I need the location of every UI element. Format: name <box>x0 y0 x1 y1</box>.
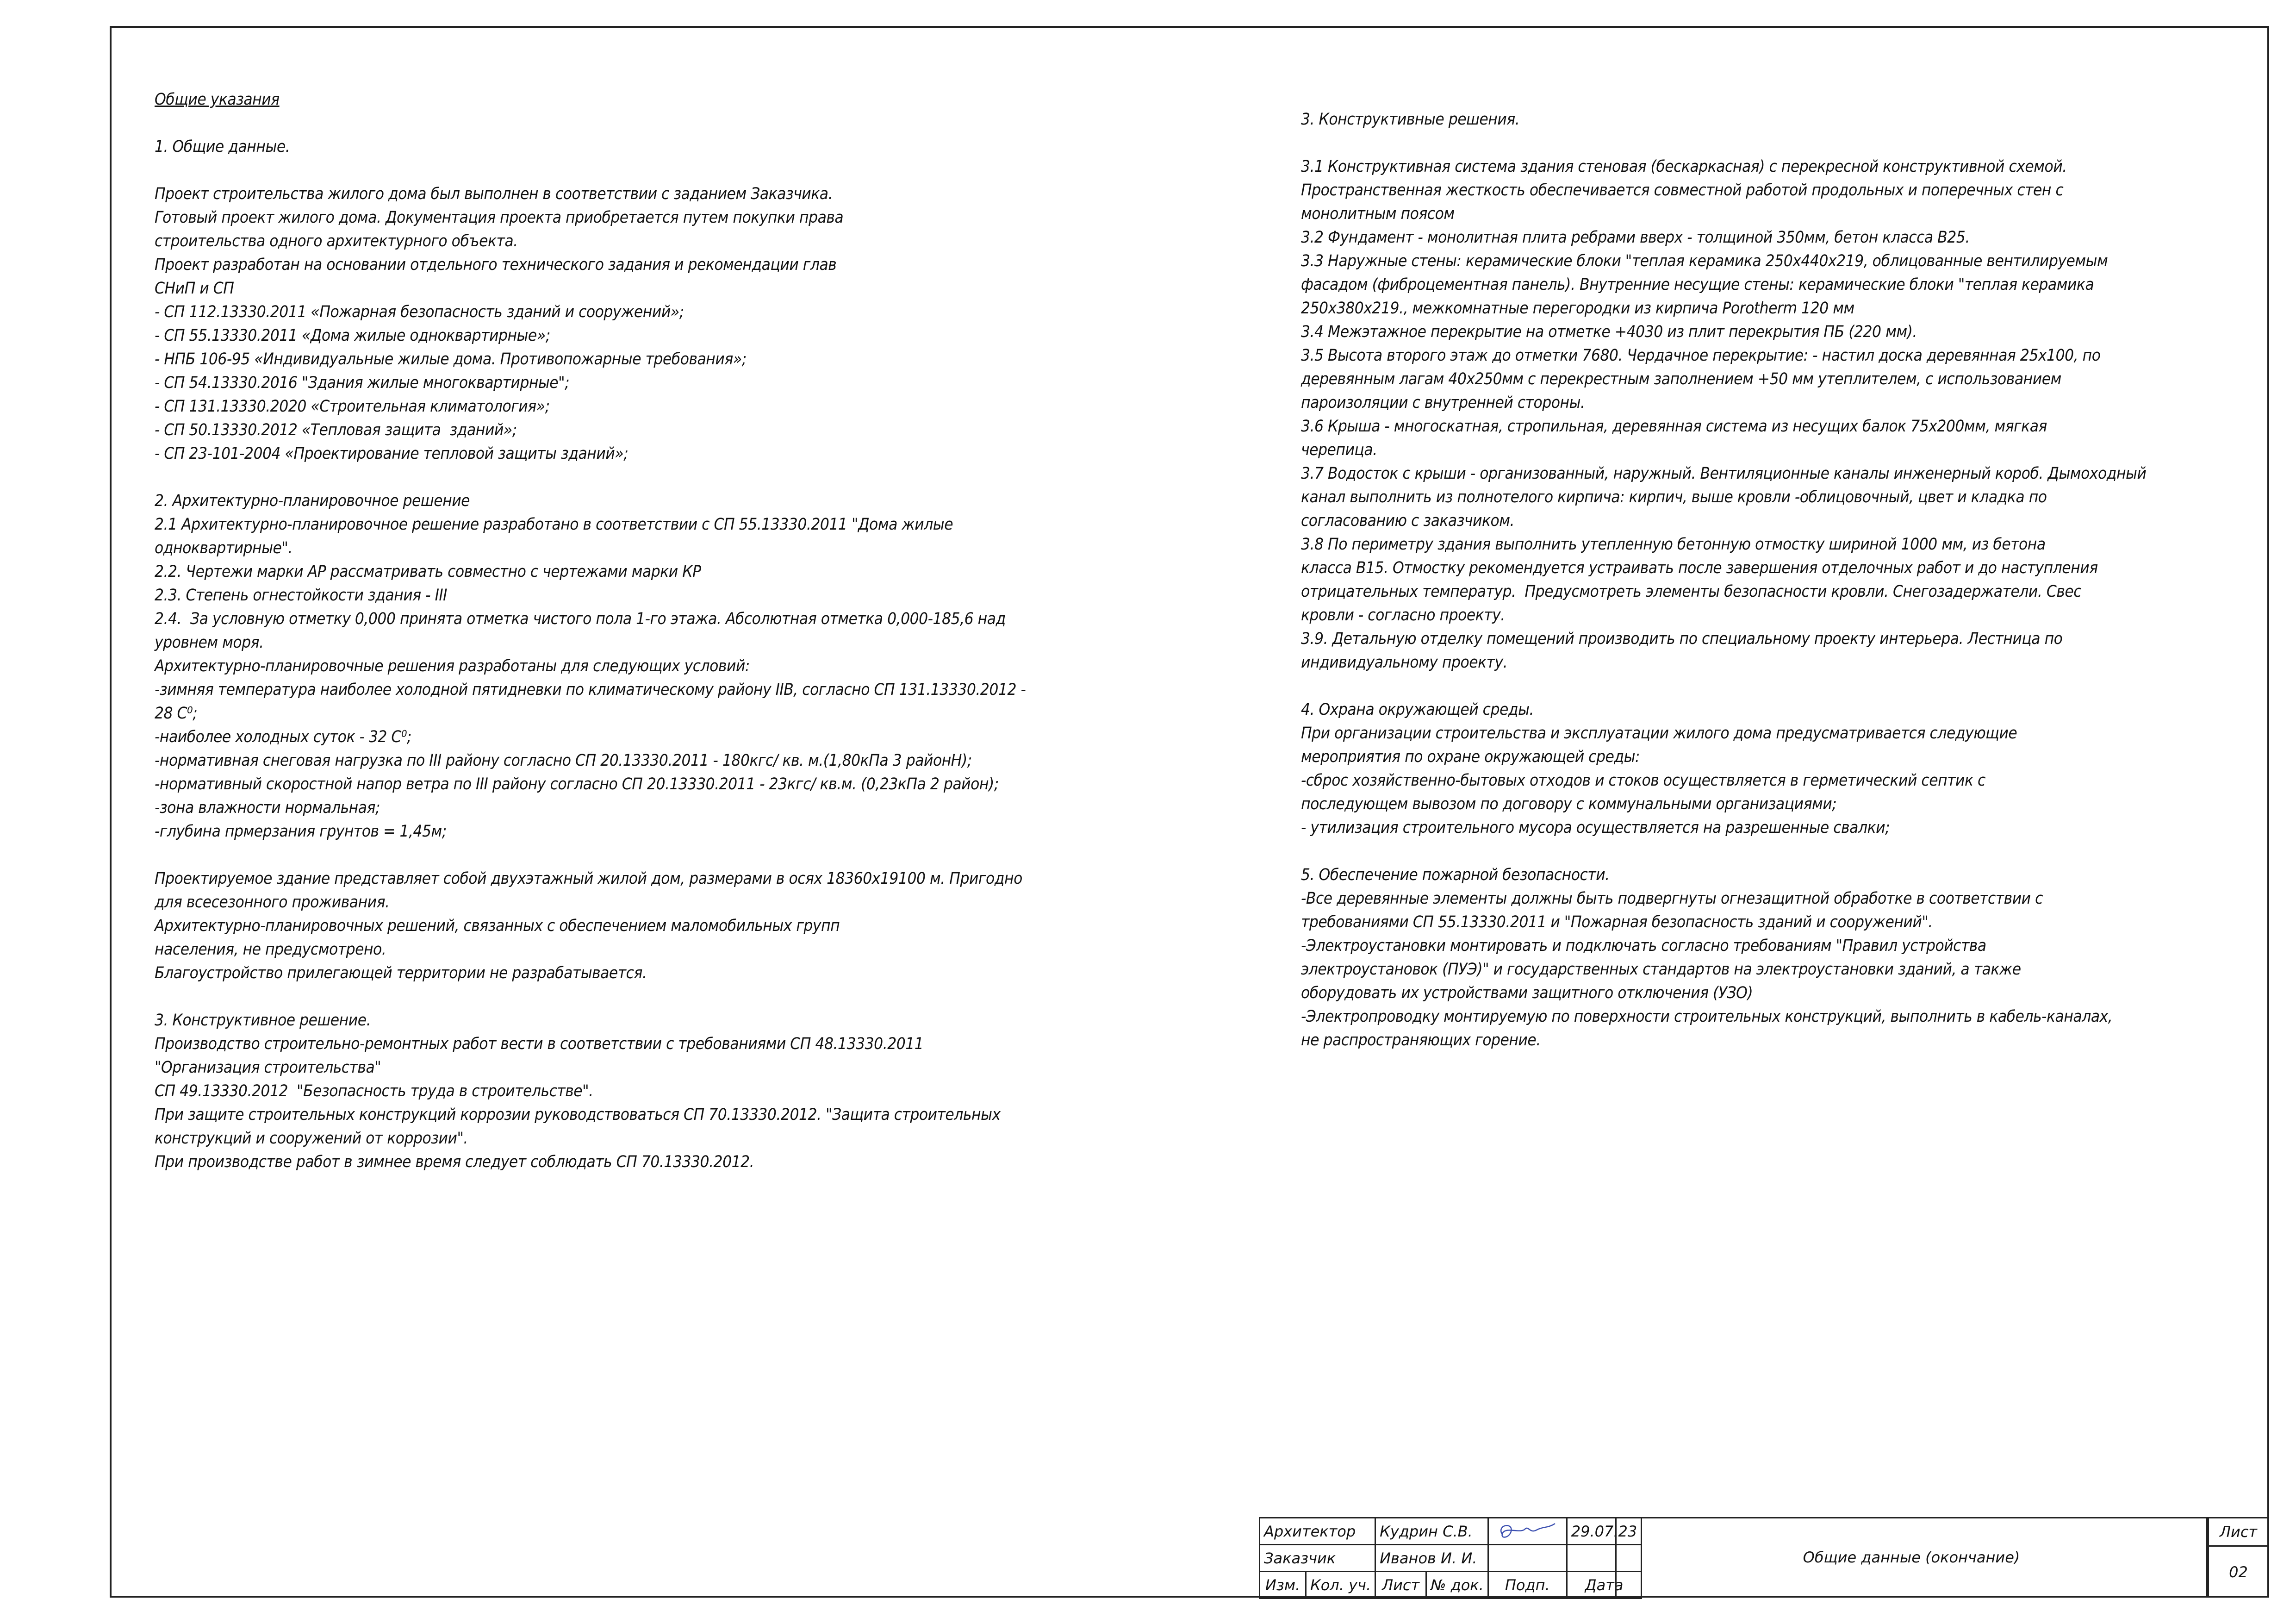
right-text-line: отрицательных температур. Предусмотреть элементы безопасности кровли. Снегозадержатели. Свес <box>1301 582 2082 601</box>
left-text-line: Готовый проект жилого дома. Документация проекта приобретается путем покупки права <box>155 208 844 227</box>
right-text-line: -Все деревянные элементы должны быть подвергнуты огнезащитной обработке в соответствии с <box>1301 889 2043 908</box>
left-text-line: строительства одного архитектурного объекта. <box>155 232 518 250</box>
left-text-line: - СП 131.13330.2020 «Строительная климатология»; <box>155 397 550 416</box>
right-text-line: 3.1 Конструктивная система здания стеновая (бескаркасная) с перекресной конструктивной схемой. <box>1301 157 2067 176</box>
right-text-line: Пространственная жесткость обеспечивается совместной работой продольных и поперечных стен с <box>1301 181 2064 200</box>
left-text-line: одноквартирные". <box>155 539 292 557</box>
right-text-line: последующем вывозом по договору с коммунальными организациями; <box>1301 795 1837 813</box>
right-text-line: канал выполнить из полнотелого кирпича: кирпич, выше кровли -облицовочный, цвет и кладка по <box>1301 488 2047 506</box>
title-block-row-customer <box>1260 1545 1642 1572</box>
right-text-line: класса В15. Отмостку рекомендуется устраивать после завершения отделочных работ и до наступления <box>1301 559 2098 577</box>
left-text-line: Проект разработан на основании отдельного технического задания и рекомендации глав <box>155 256 837 274</box>
right-text-line: -Электроустановки монтировать и подключать согласно требованиям "Правил устройства <box>1301 937 1986 955</box>
right-text-column <box>1301 108 2231 1052</box>
left-text-line: Производство строительно-ремонтных работ вести в соответствии с требованиями СП 48.13330.2011 <box>155 1035 924 1053</box>
left-text-line: 2. Архитектурно-планировочное решение <box>155 492 470 510</box>
signature-icon <box>1493 1520 1562 1543</box>
right-text-line: 3.8 По периметру здания выполнить утепленную бетонную отмостку шириной 1000 мм, из бетона <box>1301 535 2046 554</box>
right-text-line: -Электропроводку монтируемую по поверхности строительных конструкций, выполнить в кабель-каналах, <box>1301 1007 2113 1026</box>
left-text-line: Общие указания <box>155 90 280 109</box>
role-architect: Архитектор <box>1260 1518 1375 1545</box>
left-text-line <box>155 159 1150 182</box>
left-text-line: -наиболее холодных суток - 32 С⁰; <box>155 728 412 746</box>
left-text-line: "Организация строительства" <box>155 1058 381 1077</box>
left-text-line: Проект строительства жилого дома был выполнен в соответствии с заданием Заказчика. <box>155 185 833 203</box>
left-text-line: СНиП и СП <box>155 279 234 298</box>
left-text-line: - СП 112.13330.2011 «Пожарная безопасность зданий и сооружений»; <box>155 303 684 321</box>
left-text-line: - СП 54.13330.2016 "Здания жилые многоквартирные"; <box>155 374 570 392</box>
right-text-line: 3.9. Детальную отделку помещений производить по специальному проекту интерьера. Лестница по <box>1301 630 2063 648</box>
left-text-line: 1. Общие данные. <box>155 137 290 156</box>
name-architect: Кудрин С.В. <box>1375 1518 1488 1545</box>
left-text-line: При производстве работ в зимнее время следует соблюдать СП 70.13330.2012. <box>155 1153 754 1171</box>
left-text-line: При защите строительных конструкций коррозии руководствоваться СП 70.13330.2012. "Защита строительных <box>155 1106 1001 1124</box>
left-text-line: - СП 23-101-2004 «Проектирование тепловой защиты зданий»; <box>155 444 628 463</box>
left-text-line <box>155 985 1150 1009</box>
sheet-label: Лист <box>2209 1518 2268 1547</box>
sheet-number-box <box>2208 1517 2269 1598</box>
right-text-line: монолитным поясом <box>1301 205 1455 223</box>
right-text-line: 4. Охрана окружающей среды. <box>1301 700 1534 719</box>
right-text-line: согласованию с заказчиком. <box>1301 512 1515 530</box>
role-customer: Заказчик <box>1260 1545 1375 1572</box>
left-text-line: Благоустройство прилегающей территории не разрабатывается. <box>155 964 647 982</box>
right-text-line <box>1301 840 2231 863</box>
right-text-line <box>1301 675 2231 698</box>
left-text-column <box>155 88 1150 1174</box>
right-text-line: 3.2 Фундамент - монолитная плита ребрами вверх - толщиной 350мм, бетон класса В25. <box>1301 228 1970 247</box>
right-text-line: 3.5 Высота второго этаж до отметки 7680. Чердачное перекрытие: - настил доска деревянная 25х100, по <box>1301 346 2101 365</box>
right-text-line: 5. Обеспечение пожарной безопасности. <box>1301 866 1610 884</box>
col-data: Дата <box>1567 1572 1642 1599</box>
left-text-line: Проектируемое здание представляет собой двухэтажный жилой дом, размерами в осях 18360х19100 м. Пригодно <box>155 869 1022 888</box>
right-text-line: не распространяющих горение. <box>1301 1031 1541 1049</box>
right-text-line: 3.3 Наружные стены: керамические блоки "теплая керамика 250х440х219, облицованные вентилируемым <box>1301 252 2108 270</box>
left-text-line: 3. Конструктивное решение. <box>155 1011 371 1030</box>
right-text-line: - утилизация строительного мусора осуществляется на разрешенные свалки; <box>1301 818 1890 837</box>
right-text-line: деревянным лагам 40х250мм с перекрестным заполнением +50 мм утеплителем, с использованием <box>1301 370 2061 388</box>
right-text-line: 250х380х219., межкомнатные перегородки из кирпича Porotherm 120 мм <box>1301 299 1854 318</box>
left-text-line: - СП 55.13330.2011 «Дома жилые одноквартирные»; <box>155 326 550 345</box>
left-text-line: 2.1 Архитектурно-планировочное решение разработано в соответствии с СП 55.13330.2011 "Дома жилые <box>155 515 953 534</box>
left-text-line: для всесезонного проживания. <box>155 893 390 912</box>
left-text-line: - НПБ 106-95 «Индивидуальные жилые дома. Противопожарные требования»; <box>155 350 747 369</box>
title-block-row-architect <box>1260 1518 1642 1545</box>
col-izm: Изм. <box>1260 1572 1306 1599</box>
right-text-line: оборудовать их устройствами защитного отключения (УЗО) <box>1301 984 1753 1002</box>
left-text-line: Архитектурно-планировочных решений, связанных с обеспечением маломобильных групп <box>155 917 840 935</box>
right-text-line: 3. Конструктивные решения. <box>1301 110 1520 129</box>
col-list: Лист <box>1375 1572 1426 1599</box>
col-kol: Кол. уч. <box>1306 1572 1375 1599</box>
signature-architect <box>1488 1518 1567 1545</box>
left-text-line <box>155 466 1150 489</box>
left-text-line: -глубина прмерзания грунтов = 1,45м; <box>155 822 447 841</box>
left-text-line: 2.4. За условную отметку 0,000 принята отметка чистого пола 1-го этажа. Абсолютная отметка 0,000-185,6 над <box>155 610 1006 628</box>
sheet-title <box>1615 1517 2208 1598</box>
left-text-line: - СП 50.13330.2012 «Тепловая защита зданий»; <box>155 421 517 439</box>
right-text-line: При организации строительства и эксплуатации жилого дома предусматривается следующие <box>1301 724 2017 743</box>
col-podp: Подп. <box>1488 1572 1567 1599</box>
right-text-line: фасадом (фиброцементная панель). Внутренние несущие стены: керамические блоки "теплая керамика <box>1301 275 2094 294</box>
left-text-line <box>155 112 1150 135</box>
right-text-line: требованиями СП 55.13330.2011 и "Пожарная безопасность зданий и сооружений". <box>1301 913 1933 931</box>
left-text-line: 2.3. Степень огнестойкости здания - III <box>155 586 447 605</box>
name-customer: Иванов И. И. <box>1375 1545 1488 1572</box>
left-text-line: 2.2. Чертежи марки АР рассматривать совместно с чертежами марки КР <box>155 562 701 581</box>
right-text-line: -сброс хозяйственно-бытовых отходов и стоков осуществляется в герметический септик с <box>1301 771 1985 790</box>
left-text-line: конструкций и сооружений от коррозии". <box>155 1129 468 1148</box>
left-text-line: -нормативный скоростной напор ветра по III району согласно СП 20.13330.2011 - 23кгс/ кв.м. (0,23кПа 2 район); <box>155 775 999 793</box>
left-text-line: 28 С⁰; <box>155 704 198 723</box>
left-text-line: СП 49.13330.2012 "Безопасность труда в строительстве". <box>155 1082 593 1100</box>
right-text-line: пароизоляции с внутренней стороны. <box>1301 394 1585 412</box>
title-block-row-headers <box>1260 1572 1642 1599</box>
left-text-line: -зимняя температура наиболее холодной пятидневки по климатическому району IIВ, согласно СП 131.13330.2012 - <box>155 681 1026 699</box>
right-text-line: 3.6 Крыша - многоскатная, стропильная, деревянная система из несущих балок 75х200мм, мягкая <box>1301 417 2047 436</box>
right-text-line: мероприятия по охране окружающей среды: <box>1301 748 1640 766</box>
right-text-line: кровли - согласно проекту. <box>1301 606 1505 625</box>
sheet-number: 02 <box>2229 1563 2248 1581</box>
left-text-line: -нормативная снеговая нагрузка по III району согласно СП 20.13330.2011 - 180кгс/ кв. м.(1,80кПа 3 районН); <box>155 751 972 770</box>
right-text-line: электроустановок (ПУЭ)" и государственных стандартов на электроустановки зданий, а также <box>1301 960 2021 979</box>
right-text-line: черепица. <box>1301 441 1377 459</box>
right-text-line: 3.7 Водосток с крыши - организованный, наружный. Вентиляционные каналы инженерный короб. Дымоходный <box>1301 464 2147 483</box>
col-doc: № док. <box>1426 1572 1488 1599</box>
right-text-line: индивидуальному проекту. <box>1301 653 1508 672</box>
date-cell: 29.07.23 <box>1567 1518 1642 1545</box>
left-text-line <box>155 843 1150 867</box>
left-text-line: Архитектурно-планировочные решения разработаны для следующих условий: <box>155 657 750 675</box>
signature-customer <box>1488 1545 1567 1572</box>
sheet-title-text: Общие данные (окончание) <box>1803 1549 2020 1566</box>
right-text-line <box>1301 131 2231 155</box>
title-block-signatures <box>1259 1517 1642 1599</box>
left-text-line: -зона влажности нормальная; <box>155 799 380 817</box>
left-text-line: уровнем моря. <box>155 633 264 652</box>
right-text-line: 3.4 Межэтажное перекрытие на отметке +4030 из плит перекрытия ПБ (220 мм). <box>1301 323 1917 341</box>
left-text-line: населения, не предусмотрено. <box>155 940 386 959</box>
